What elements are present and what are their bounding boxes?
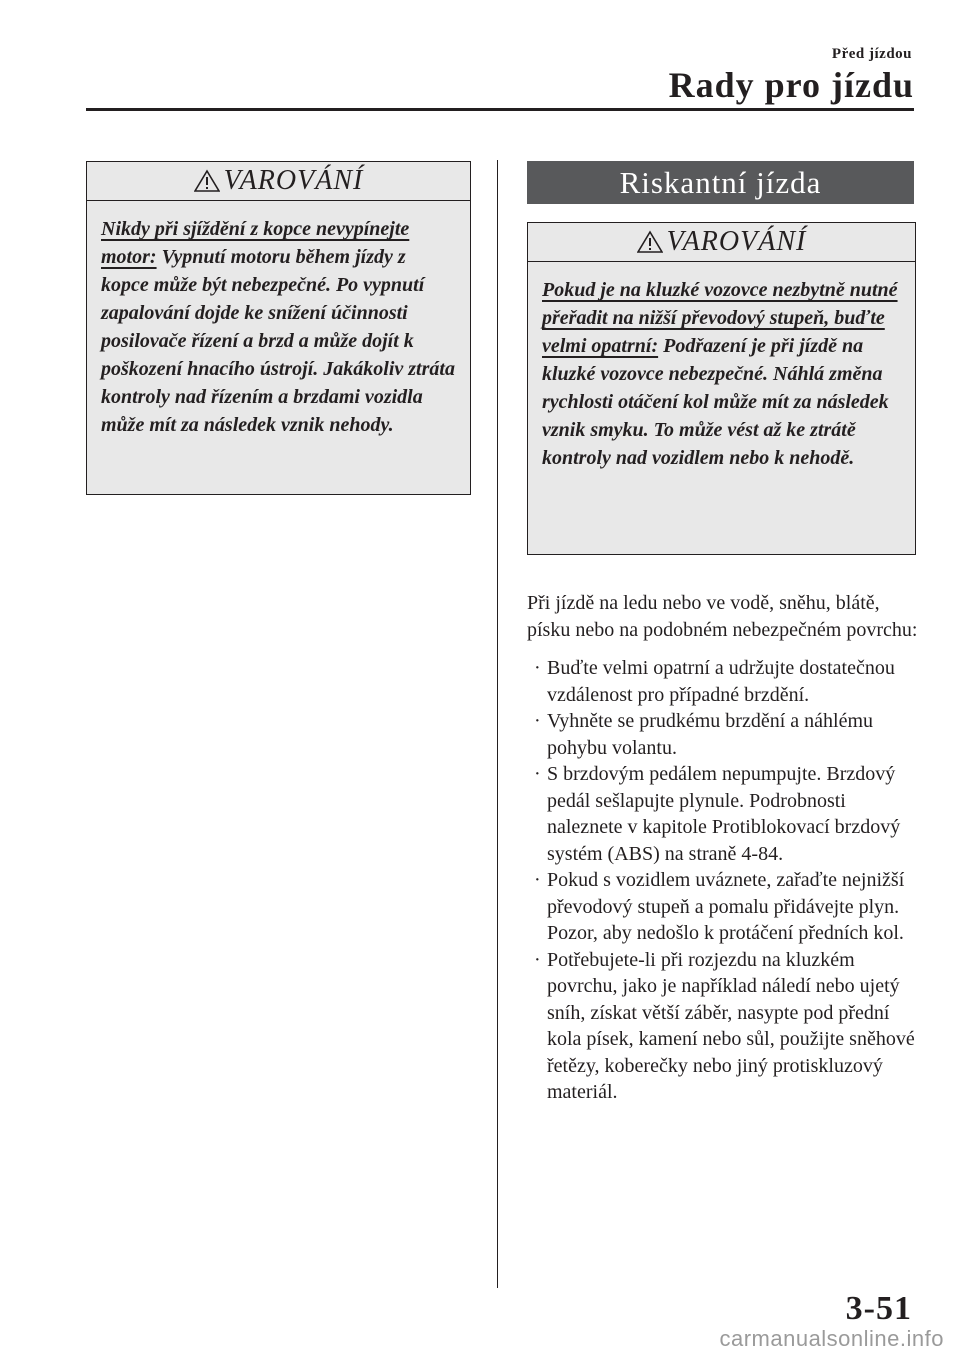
warning-heading-text-left: VAROVÁNÍ [223, 165, 364, 196]
header-section-label: Před jízdou [831, 46, 912, 62]
warning-body-left [87, 201, 470, 453]
list-item [527, 947, 922, 1106]
warning-box-right [527, 222, 916, 555]
bullet-dot: · [534, 869, 541, 891]
header-rule [86, 108, 914, 111]
warning-lead-right: Pokud je na kluzké vozovce nezbytně nutné přeřadit na nižší převodový stupeň, buďte velmi opatrní: [542, 279, 898, 357]
list-item [527, 655, 922, 708]
warning-text-left: Vypnutí motoru během jízdy z kopce může být nebezpečné. Po vypnutí zapalování dojde ke snížení účinnosti posilovače řízení a brzd a může dojít k poškození hnacího ústrojí. Jakákoliv ztráta kontroly nad řízením a brzdami vozidla může mít za následek vznik nehody. [101, 246, 455, 436]
bullet-dot: · [534, 948, 541, 971]
list-item [527, 761, 922, 867]
warning-box-left [86, 161, 471, 495]
page-number: 3-51 [845, 1290, 912, 1327]
list-item-text: Buďte velmi opatrní a udržujte dostatečnou vzdálenost pro případné brzdění. [547, 657, 895, 706]
column-divider [497, 160, 498, 1288]
header-title: Rady pro jízdu [668, 65, 914, 105]
list-item [527, 708, 922, 761]
section-banner: Riskantní jízda [527, 161, 914, 204]
warning-heading-right [528, 223, 915, 262]
warning-lead-left: Nikdy při sjíždění z kopce nevypínejte motor: [101, 218, 410, 268]
warning-heading-left [87, 162, 470, 201]
list-item-text: S brzdovým pedálem nepumpujte. Brzdový pedál sešlapujte plynule. Podrobnosti naleznete v kapitole Protiblokovací brzdový systém (ABS) na straně 4-84. [547, 763, 901, 865]
warning-body-right [528, 262, 915, 486]
bullet-list [527, 655, 922, 1106]
body-intro: Při jízdě na ledu nebo ve vodě, sněhu, blátě, písku nebo na podobném nebezpečném povrchu: [527, 592, 918, 641]
warning-heading-text-right: VAROVÁNÍ [666, 226, 807, 257]
list-item [527, 867, 922, 947]
warning-text-right: Podřazení je při jízdě na kluzké vozovce nebezpečné. Náhlá změna rychlosti otáčení kol může mít za následek vznik smyku. To může vést až ke ztrátě kontroly nad vozidlem nebo k nehodě. [542, 335, 889, 469]
bullet-dot: · [534, 710, 541, 732]
bullet-dot: · [534, 763, 541, 785]
list-item-text: Potřebujete-li při rozjezdu na kluzkém povrchu, jako je například náledí nebo ujetý sníh, získat větší záběr, nasypte pod přední kola písek, kamení nebo sůl, použijte sněhové řetězy, koberečky nebo jiný protiskluzový materiál. [547, 948, 915, 1103]
bullet-dot: · [534, 657, 541, 679]
warning-triangle-icon [194, 169, 220, 193]
list-item-text: Vyhněte se prudkému brzdění a náhlému pohybu volantu. [547, 710, 874, 759]
watermark: carmanualsonline.info [719, 1326, 944, 1351]
body-text [527, 590, 922, 1106]
warning-triangle-icon [637, 230, 663, 254]
list-item-text: Pokud s vozidlem uváznete, zařaďte nejnižší převodový stupeň a pomalu přidávejte plyn. Pozor, aby nedošlo k protáčení předních kol. [547, 869, 905, 944]
